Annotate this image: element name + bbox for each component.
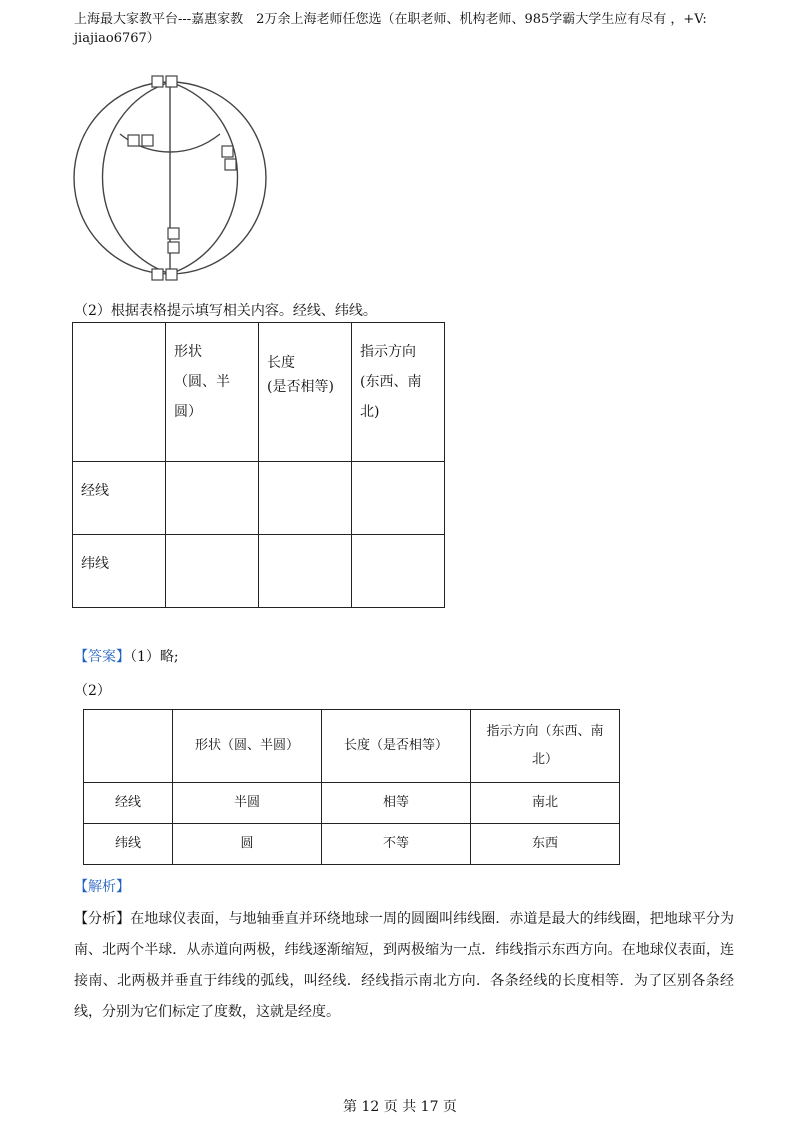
a-cell: 东西 bbox=[471, 824, 620, 865]
question-table bbox=[72, 322, 445, 608]
q-cell bbox=[166, 535, 259, 608]
q-cell bbox=[166, 462, 259, 535]
q-cell bbox=[259, 462, 352, 535]
answer-line bbox=[74, 646, 179, 666]
a-header-shape: 形状（圆、半圆） bbox=[173, 710, 322, 783]
q-row-parallel: 纬线 bbox=[73, 535, 166, 608]
a-cell: 不等 bbox=[322, 824, 471, 865]
explanation-tag: 【解析】 bbox=[74, 879, 130, 895]
box-top-1 bbox=[152, 76, 163, 87]
label-boxes bbox=[128, 76, 236, 280]
q-header-direction-l1: 指示方向 bbox=[360, 344, 416, 360]
box-axis-1 bbox=[168, 228, 179, 239]
analysis-paragraph bbox=[74, 904, 734, 1028]
answer-tag: 【答案】 bbox=[74, 649, 130, 665]
q-table-corner bbox=[73, 323, 166, 462]
q-header-shape-l2: （圆、半 bbox=[174, 374, 230, 390]
answer-table bbox=[83, 709, 620, 865]
q-table-header-length bbox=[259, 323, 352, 462]
q-header-shape-l1: 形状 bbox=[174, 344, 202, 360]
q-header-direction-l3: 北) bbox=[360, 404, 380, 420]
a-row-label: 纬线 bbox=[84, 824, 173, 865]
a-header-direction-l1: 指示方向（东西、南 bbox=[486, 724, 604, 739]
globe-diagram bbox=[70, 72, 270, 284]
a-cell: 相等 bbox=[322, 783, 471, 824]
a-header-direction-l2: 北） bbox=[531, 752, 558, 767]
q-header-shape-l3: 圆） bbox=[174, 404, 202, 420]
a-cell: 半圆 bbox=[173, 783, 322, 824]
a-row-label: 经线 bbox=[84, 783, 173, 824]
box-mid-1 bbox=[128, 135, 139, 146]
answer-part1: （1）略; bbox=[130, 649, 179, 665]
q-header-direction-l2: (东西、南 bbox=[360, 374, 422, 390]
q-header-length-l2: (是否相等) bbox=[267, 379, 334, 395]
box-right-1 bbox=[222, 146, 233, 157]
analysis-tag: 【分析】 bbox=[74, 911, 131, 927]
q-cell bbox=[352, 462, 445, 535]
analysis-text: 在地球仪表面，与地轴垂直并环绕地球一周的圆圈叫纬线圈．赤道是最大的纬线圈，把地球平分为南、北两个半球．从赤道向两极，纬线逐渐缩短，到两极缩为一点．纬线指示东西方向。在地球仪表面，连接南、北两极并垂直于纬线的弧线，叫经线．经线指示南北方向．各条经线的长度相等．为了区别各条经线，分别为它们标定了度数，这就是经度。 bbox=[74, 911, 735, 1020]
question-2-prompt: （2）根据表格提示填写相关内容。经线、纬线。 bbox=[74, 303, 377, 319]
box-bottom-1 bbox=[152, 269, 163, 280]
a-cell: 圆 bbox=[173, 824, 322, 865]
q-table-header-direction bbox=[352, 323, 445, 462]
q-row-meridian: 经线 bbox=[73, 462, 166, 535]
a-cell: 南北 bbox=[471, 783, 620, 824]
a-table-corner bbox=[84, 710, 173, 783]
globe-figure bbox=[70, 72, 270, 284]
box-right-2 bbox=[225, 159, 236, 170]
q-cell bbox=[259, 535, 352, 608]
meridian-left bbox=[103, 82, 171, 274]
box-top-2 bbox=[166, 76, 177, 87]
meridian-right bbox=[170, 82, 238, 274]
box-axis-2 bbox=[168, 242, 179, 253]
page-header: 上海最大家教平台---嘉惠家教 2万余上海老师任您选（在职老师、机构老师、985学霸大学生应有尽有 ，+V: jiajiao6767） bbox=[74, 12, 707, 46]
q-table-header-shape bbox=[166, 323, 259, 462]
q-cell bbox=[352, 535, 445, 608]
answer-part2: （2） bbox=[74, 683, 111, 699]
page-footer: 第 12 页 共 17 页 bbox=[343, 1099, 457, 1115]
a-header-direction bbox=[471, 710, 620, 783]
q-header-length-l1: 长度 bbox=[267, 355, 295, 371]
table-row bbox=[84, 824, 620, 865]
box-bottom-2 bbox=[166, 269, 177, 280]
box-mid-2 bbox=[142, 135, 153, 146]
a-header-length: 长度（是否相等） bbox=[322, 710, 471, 783]
table-row bbox=[84, 783, 620, 824]
